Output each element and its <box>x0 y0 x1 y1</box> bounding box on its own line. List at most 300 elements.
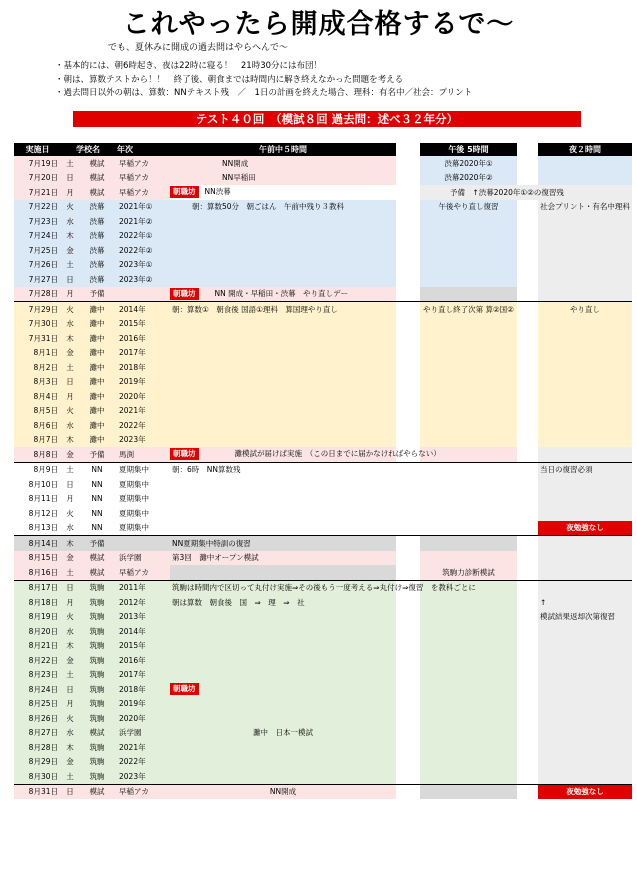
cell-am <box>170 682 396 697</box>
table-row <box>14 272 632 287</box>
cell-year: 夏期集中 <box>115 521 170 536</box>
cell-am <box>170 610 396 625</box>
cell-am <box>170 346 396 361</box>
cell-gap <box>517 389 538 404</box>
table-row <box>14 506 632 521</box>
cell-date: 8月1日 <box>14 346 61 361</box>
cell-date: 8月14日 <box>14 536 61 551</box>
cell-gap <box>396 697 420 712</box>
table-row <box>14 287 632 302</box>
cell-year: 2022年② <box>115 243 170 258</box>
cell-year: 2019年 <box>115 697 170 712</box>
cell-night <box>538 447 632 462</box>
cell-date: 7月27日 <box>14 272 61 287</box>
cell-year: 2012年 <box>115 595 170 610</box>
cell-pm <box>420 521 517 536</box>
cell-gap <box>517 418 538 433</box>
asadoku-tag: 朝職坊 <box>170 288 199 300</box>
cell-dow: 水 <box>61 624 79 639</box>
table-row <box>14 418 632 433</box>
cell-dow: 水 <box>61 214 79 229</box>
cell-am <box>170 156 396 171</box>
cell-am <box>170 331 396 346</box>
cell-gap <box>517 243 538 258</box>
cell-gap <box>396 171 420 186</box>
cell-year: 2020年 <box>115 389 170 404</box>
subtitle: でも、夏休みに開成の過去問はやらへんで～ <box>108 43 289 53</box>
table-row <box>14 711 632 726</box>
cell-pm <box>420 243 517 258</box>
cell-gap <box>517 769 538 784</box>
asadoku-tag: 朝職坊 <box>170 683 199 695</box>
cell-date: 8月12日 <box>14 506 61 521</box>
cell-school: 灘中 <box>79 433 115 448</box>
cell-dow: 月 <box>61 697 79 712</box>
table-row <box>14 521 632 536</box>
cell-am <box>170 551 396 566</box>
am-text: 第3回 灘中オープン模試 <box>172 553 259 563</box>
cell-school: 灘中 <box>79 331 115 346</box>
cell-night <box>538 331 632 346</box>
table-row <box>14 317 632 332</box>
am-text: 朝：算数① 朝食後 国語①理科 算国理やり直し <box>172 304 338 314</box>
cell-gap <box>517 404 538 419</box>
cell-school: 筑駒 <box>79 610 115 625</box>
am-text: 筑駒は時間内で区切って丸付け実施⇒その後もう一度考える⇒丸付け⇒復習 を教科ごとに <box>172 583 476 593</box>
cell-date: 8月13日 <box>14 521 61 536</box>
cell-year: 2016年 <box>115 653 170 668</box>
cell-dow: 火 <box>61 711 79 726</box>
cell-am <box>170 580 476 595</box>
cell-school: 筑駒 <box>79 639 115 654</box>
cell-school: 筑駒 <box>79 653 115 668</box>
cell-year: 2023年② <box>115 272 170 287</box>
cell-year: 2021年① <box>115 200 170 215</box>
cell-pm <box>420 462 517 477</box>
cell-school: 筑駒 <box>79 580 115 595</box>
cell-pm <box>420 404 517 419</box>
cell-am <box>170 711 396 726</box>
cell-school: 模試 <box>79 156 115 171</box>
cell-year: 夏期集中 <box>115 462 170 477</box>
cell-night <box>538 360 632 375</box>
cell-gap <box>517 697 538 712</box>
cell-gap <box>517 711 538 726</box>
cell-dow: 金 <box>61 551 79 566</box>
cell-dow: 日 <box>61 171 79 186</box>
cell-date: 8月15日 <box>14 551 61 566</box>
cell-gap <box>517 521 538 536</box>
cell-pm: 渋幕2020年② <box>420 171 517 186</box>
cell-dow: 木 <box>61 433 79 448</box>
cell-am <box>170 624 396 639</box>
cell-night <box>538 639 632 654</box>
cell-year: 2023年① <box>115 258 170 273</box>
cell-school: 渋幕 <box>79 229 115 244</box>
cell-night <box>538 551 632 566</box>
cell-night <box>538 375 632 390</box>
cell-gap <box>396 272 420 287</box>
cell-night <box>538 653 632 668</box>
cell-date: 8月22日 <box>14 653 61 668</box>
cell-date: 8月4日 <box>14 389 61 404</box>
am-text: NN渋幕 <box>204 187 231 197</box>
cell-gap <box>396 433 420 448</box>
cell-date: 8月28日 <box>14 740 61 755</box>
cell-dow: 金 <box>61 447 79 462</box>
cell-school: 筑駒 <box>79 624 115 639</box>
cell-date: 7月21日 <box>14 185 61 200</box>
cell-pm: 午後やり直し復習 <box>420 200 517 215</box>
cell-night <box>538 492 632 507</box>
cell-am <box>170 433 396 448</box>
cell-date: 7月24日 <box>14 229 61 244</box>
cell-year: 2020年 <box>115 711 170 726</box>
cell-pm: 渋幕2020年① <box>420 156 517 171</box>
cell-am <box>170 214 396 229</box>
table-row <box>14 726 632 741</box>
cell-gap <box>517 610 538 625</box>
cell-pm <box>420 229 517 244</box>
cell-dow: 金 <box>61 243 79 258</box>
cell-year: 早稲アカ <box>115 784 170 799</box>
cell-gap <box>517 565 538 580</box>
cell-pm <box>420 418 517 433</box>
cell-gap <box>517 755 538 770</box>
cell-date: 8月8日 <box>14 447 61 462</box>
cell-pm <box>420 726 517 741</box>
cell-dow: 日 <box>61 272 79 287</box>
cell-pm <box>420 258 517 273</box>
cell-gap <box>517 462 538 477</box>
cell-gap <box>396 639 420 654</box>
table-row <box>14 784 632 799</box>
cell-school: 渋幕 <box>79 243 115 258</box>
table-row <box>14 360 632 375</box>
cell-pm <box>420 784 517 799</box>
cell-pm <box>420 551 517 566</box>
cell-gap <box>517 639 538 654</box>
cell-pm <box>420 595 517 610</box>
cell-pm <box>420 639 517 654</box>
cell-gap <box>517 726 538 741</box>
cell-school: 予備 <box>79 287 115 302</box>
cell-am <box>170 404 396 419</box>
cell-year: 夏期集中 <box>115 492 170 507</box>
cell-gap <box>517 492 538 507</box>
cell-night <box>538 433 632 448</box>
cell-pm <box>420 477 517 492</box>
cell-am <box>170 447 441 462</box>
cell-date: 7月19日 <box>14 156 61 171</box>
table-row <box>14 492 632 507</box>
cell-night: 模試結果返却次第復習 <box>538 610 632 625</box>
am-text: 朝：6時 NN算数残 <box>172 465 241 475</box>
cell-gap <box>396 389 420 404</box>
cell-gap <box>396 258 420 273</box>
cell-date: 8月25日 <box>14 697 61 712</box>
cell-gap <box>396 302 420 317</box>
cell-gap <box>517 200 538 215</box>
cell-pm: 予備 ↑渋幕2020年①②の復習残 <box>420 185 632 200</box>
cell-date: 8月7日 <box>14 433 61 448</box>
cell-year: 2021年 <box>115 740 170 755</box>
cell-am <box>170 229 396 244</box>
cell-pm <box>420 506 517 521</box>
cell-year <box>115 287 170 302</box>
am-text: NN開成 <box>269 787 297 797</box>
cell-am <box>170 595 396 610</box>
cell-dow: 日 <box>61 682 79 697</box>
cell-night <box>538 214 632 229</box>
cell-year: 2015年 <box>115 639 170 654</box>
cell-pm <box>420 287 517 302</box>
cell-date: 8月6日 <box>14 418 61 433</box>
cell-date: 8月18日 <box>14 595 61 610</box>
table-row <box>14 755 632 770</box>
table-row <box>14 447 632 462</box>
cell-night: 夜勉強なし <box>538 784 632 799</box>
cell-night <box>538 477 632 492</box>
cell-date: 8月30日 <box>14 769 61 784</box>
cell-school: 予備 <box>79 447 115 462</box>
cell-gap <box>396 521 420 536</box>
cell-am <box>170 375 396 390</box>
cell-school: 模試 <box>79 784 115 799</box>
cell-dow: 火 <box>61 404 79 419</box>
table-row <box>14 243 632 258</box>
cell-dow: 火 <box>61 610 79 625</box>
cell-gap <box>396 551 420 566</box>
cell-year: 夏期集中 <box>115 477 170 492</box>
asadoku-tag: 朝職坊 <box>170 186 199 198</box>
cell-am <box>170 389 396 404</box>
cell-dow: 木 <box>61 740 79 755</box>
cell-gap <box>396 156 420 171</box>
cell-night <box>538 156 632 171</box>
cell-gap <box>517 214 538 229</box>
cell-night <box>538 171 632 186</box>
cell-year: 2014年 <box>115 302 170 317</box>
cell-pm: 筑駒力診断模試 <box>420 565 517 580</box>
cell-gap <box>396 404 420 419</box>
cell-school: NN <box>79 506 115 521</box>
cell-year: 2023年 <box>115 769 170 784</box>
cell-school: 灘中 <box>79 302 115 317</box>
cell-gap <box>517 331 538 346</box>
cell-night <box>538 229 632 244</box>
cell-date: 8月26日 <box>14 711 61 726</box>
table-row <box>14 375 632 390</box>
cell-dow: 水 <box>61 521 79 536</box>
schedule-table <box>14 143 632 799</box>
table-row <box>14 171 632 186</box>
cell-night <box>538 682 632 697</box>
cell-gap <box>517 653 538 668</box>
cell-gap <box>396 565 420 580</box>
cell-night <box>538 624 632 639</box>
cell-am <box>170 418 396 433</box>
cell-gap <box>517 595 538 610</box>
cell-year: 2021年② <box>115 214 170 229</box>
cell-pm <box>420 375 517 390</box>
cell-date: 8月3日 <box>14 375 61 390</box>
cell-school: 筑駒 <box>79 697 115 712</box>
cell-night: 社会プリント・有名中理科 <box>538 200 632 215</box>
cell-night: 当日の復習必須 <box>538 462 632 477</box>
cell-year: 2014年 <box>115 624 170 639</box>
cell-pm: やり直し終了次第 算②国② <box>420 302 517 317</box>
cell-year: 2015年 <box>115 317 170 332</box>
cell-dow: 土 <box>61 668 79 683</box>
cell-school: 筑駒 <box>79 755 115 770</box>
cell-gap <box>517 258 538 273</box>
cell-gap <box>396 668 420 683</box>
table-row <box>14 668 632 683</box>
table-row <box>14 610 632 625</box>
cell-gap <box>517 682 538 697</box>
cell-am <box>170 565 396 580</box>
cell-year: 2021年 <box>115 404 170 419</box>
cell-dow: 金 <box>61 755 79 770</box>
cell-school: 筑駒 <box>79 668 115 683</box>
cell-school: 筑駒 <box>79 711 115 726</box>
am-text: 灘中 日本一模試 <box>253 728 313 738</box>
cell-night <box>538 243 632 258</box>
cell-school: 灘中 <box>79 418 115 433</box>
cell-school: 模試 <box>79 551 115 566</box>
header-year: 年次 <box>115 143 170 156</box>
note-line: ・過去問日以外の朝は、算数：NNテキスト残 ／ 1日の計画を終えた場合、理科：有名中／社会：プリント <box>55 88 473 98</box>
cell-gap <box>396 726 420 741</box>
cell-am <box>170 521 396 536</box>
cell-night: 夜勉強なし <box>538 521 632 536</box>
cell-date: 7月26日 <box>14 258 61 273</box>
cell-dow: 火 <box>61 200 79 215</box>
cell-gap <box>396 317 420 332</box>
header-night: 夜２時間 <box>538 143 632 156</box>
cell-night <box>538 565 632 580</box>
cell-gap <box>517 668 538 683</box>
cell-gap <box>396 711 420 726</box>
cell-am <box>170 740 396 755</box>
cell-gap <box>396 287 420 302</box>
cell-year: 2017年 <box>115 668 170 683</box>
table-row <box>14 404 632 419</box>
cell-date: 8月21日 <box>14 639 61 654</box>
cell-gap <box>396 360 420 375</box>
cell-am <box>170 506 396 521</box>
cell-dow: 火 <box>61 506 79 521</box>
cell-gap <box>396 682 420 697</box>
cell-gap <box>517 346 538 361</box>
cell-night <box>538 389 632 404</box>
cell-gap <box>396 769 420 784</box>
cell-year: 2018年 <box>115 682 170 697</box>
cell-gap <box>396 185 420 200</box>
am-text: 朝は算数 朝食後 国 ⇒ 理 ⇒ 社 <box>172 597 305 607</box>
cell-year: 浜学園 <box>115 551 170 566</box>
cell-night <box>538 506 632 521</box>
cell-dow: 月 <box>61 492 79 507</box>
table-row <box>14 433 632 448</box>
cell-am <box>170 668 396 683</box>
cell-am <box>170 243 396 258</box>
cell-am <box>170 287 396 302</box>
cell-am <box>170 272 396 287</box>
cell-year: 早稲アカ <box>115 565 170 580</box>
cell-am <box>170 360 396 375</box>
cell-dow: 水 <box>61 317 79 332</box>
cell-date: 8月11日 <box>14 492 61 507</box>
cell-year: 2022年 <box>115 755 170 770</box>
cell-am <box>170 317 396 332</box>
cell-gap <box>396 595 420 610</box>
cell-year: 早稲アカ <box>115 156 170 171</box>
cell-year: 2022年 <box>115 418 170 433</box>
cell-gap <box>396 462 420 477</box>
cell-night: やり直し <box>538 302 632 317</box>
cell-pm <box>420 697 517 712</box>
cell-date: 8月31日 <box>14 784 61 799</box>
table-row <box>14 740 632 755</box>
cell-pm <box>420 740 517 755</box>
cell-am <box>170 769 396 784</box>
cell-pm <box>420 668 517 683</box>
cell-gap <box>517 433 538 448</box>
cell-gap <box>396 375 420 390</box>
cell-year <box>115 536 170 551</box>
cell-night <box>538 726 632 741</box>
cell-pm <box>420 711 517 726</box>
note-line: ・基本的には、朝6時起き、夜は22時に寝る！ 21時30分には布団！ <box>55 61 323 71</box>
cell-school: 灘中 <box>79 375 115 390</box>
cell-night <box>538 697 632 712</box>
table-row <box>14 769 632 784</box>
cell-dow: 土 <box>61 462 79 477</box>
cell-school: 模試 <box>79 171 115 186</box>
cell-pm <box>420 536 517 551</box>
cell-school: 渋幕 <box>79 258 115 273</box>
cell-date: 7月25日 <box>14 243 61 258</box>
cell-gap <box>517 229 538 244</box>
cell-year: 2013年 <box>115 610 170 625</box>
am-text: NN開成 <box>222 158 249 168</box>
cell-dow: 土 <box>61 156 79 171</box>
cell-school: 灘中 <box>79 389 115 404</box>
cell-am <box>170 639 396 654</box>
cell-school: 筑駒 <box>79 769 115 784</box>
cell-gap <box>517 272 538 287</box>
table-row <box>14 697 632 712</box>
cell-am <box>170 755 396 770</box>
cell-dow: 木 <box>61 536 79 551</box>
header-date: 実施日 <box>14 143 61 156</box>
table-row <box>14 331 632 346</box>
cell-date: 8月9日 <box>14 462 61 477</box>
cell-am <box>170 462 396 477</box>
cell-am <box>170 302 396 317</box>
cell-school: 渋幕 <box>79 200 115 215</box>
cell-night <box>538 536 632 551</box>
cell-date: 7月22日 <box>14 200 61 215</box>
table-row <box>14 156 632 171</box>
cell-school: 渋幕 <box>79 272 115 287</box>
page-title: これやったら開成合格するで～ <box>122 9 515 40</box>
cell-school: NN <box>79 477 115 492</box>
cell-school: 筑駒 <box>79 595 115 610</box>
cell-pm <box>420 769 517 784</box>
